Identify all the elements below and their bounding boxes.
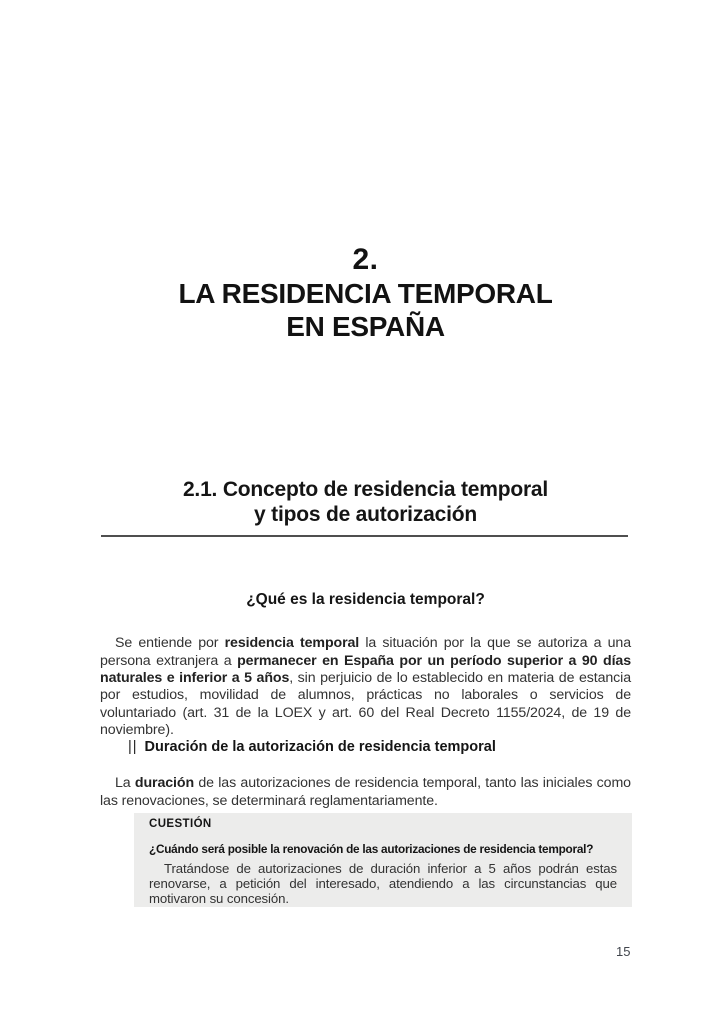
subheading-label: Duración de la autorización de residencia temporal [144,739,496,755]
chapter-title-line-1: LA RESIDENCIA TEMPORAL [178,278,553,309]
subheading-duracion [128,739,496,755]
page-number: 15 [616,944,631,959]
double-bar-marker-icon: || [128,739,138,755]
cuestion-box-question: ¿Cuándo será posible la renovación de las autorizaciones de residencia temporal? [149,842,594,856]
section-divider-rule [101,535,628,537]
cuestion-box-answer: Tratándose de autorizaciones de duración inferior a 5 años podrán estas renovarse, a petición del interesado, atendiendo a las circunstancias que motivaron su concesión. [149,861,617,906]
chapter-title-line-2: EN ESPAÑA [286,311,445,342]
section-heading [100,477,631,527]
cuestion-box-label: CUESTIÓN [149,818,212,830]
paragraph-residencia-temporal: Se entiende por residencia temporal la situación por la que se autoriza a una persona extranjera a permanecer en España por un período superior a 90 días naturales e inferior a 5 años, sin perjuicio de lo establecido en materia de estancia por estudios, movilidad de alumnos, prácticas no laborales o servicios de voluntariado (art. 31 de la LOEX y art. 60 del Real Decreto 1155/2024, de 19 de noviembre). [100,635,631,739]
paragraph-duracion: La duración de las autorizaciones de residencia temporal, tanto las iniciales como las renovaciones, se determinará reglamentariamente. [100,775,631,809]
section-heading-line-2: y tipos de autorización [254,503,477,526]
section-heading-line-1: 2.1. Concepto de residencia temporal [182,478,549,501]
cuestion-box [134,813,632,907]
chapter-title [100,277,631,343]
question-heading: ¿Qué es la residencia temporal? [246,591,485,608]
chapter-number: 2. [352,243,379,276]
